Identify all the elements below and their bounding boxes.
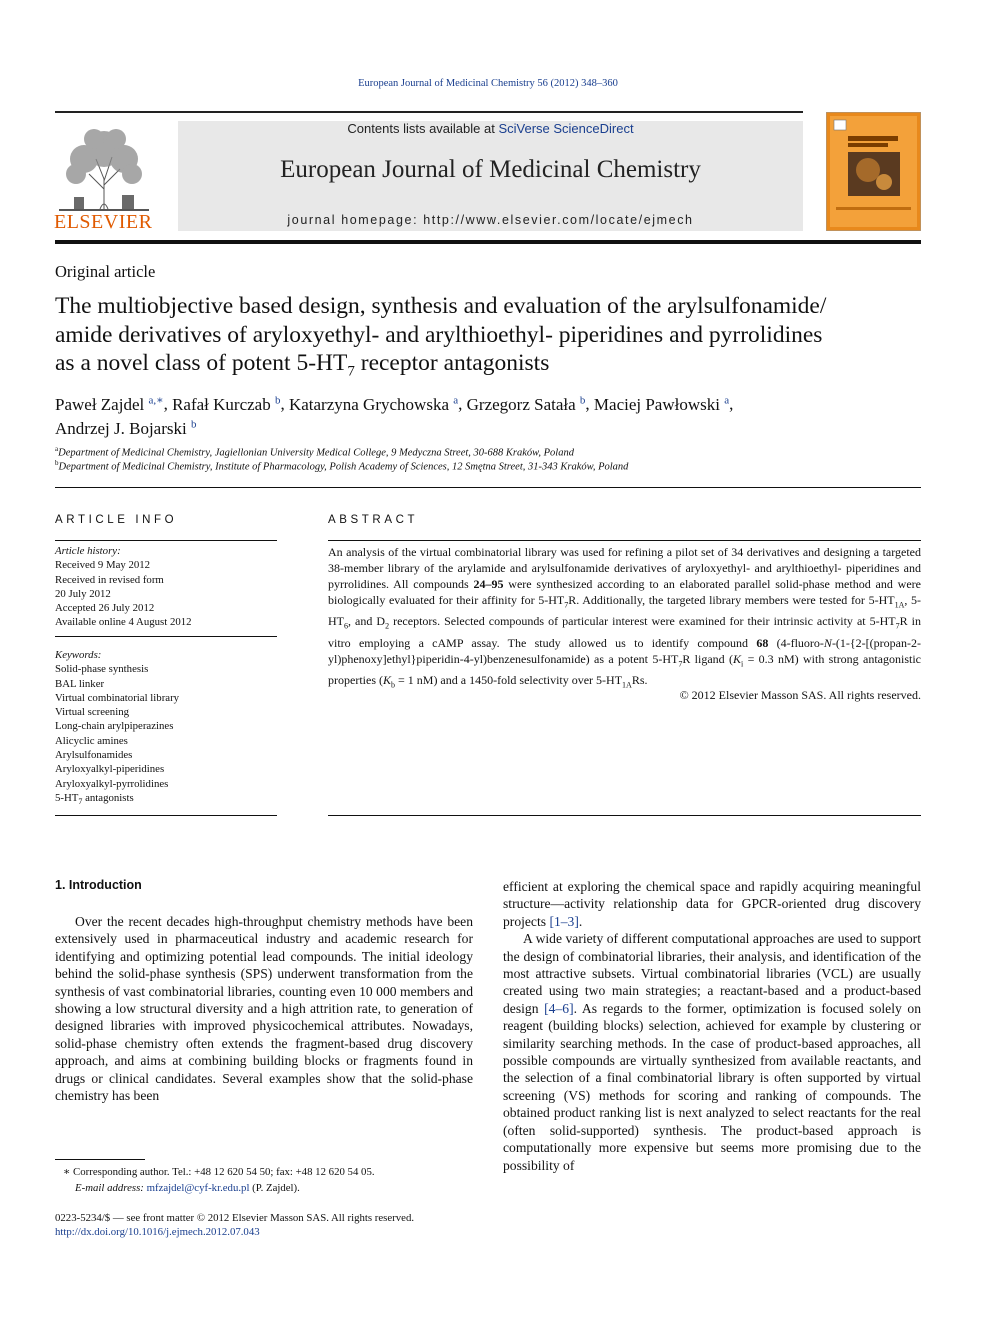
keyword: Aryloxyalkyl-piperidines [55, 763, 165, 776]
author[interactable] [172, 395, 280, 414]
keyword: Aryloxyalkyl-pyrrolidines [55, 777, 169, 790]
footnote-rule [55, 1159, 145, 1160]
email-label: E-mail address: [75, 1182, 147, 1194]
keywords-label: Keywords: [55, 649, 102, 661]
author-affiliation-mark[interactable]: b [274, 394, 281, 406]
history-item: Accepted 26 July 2012 [55, 602, 155, 615]
article-type: Original article [55, 262, 156, 281]
subscript: 2 [385, 621, 390, 631]
abstract-copyright: © 2012 Elsevier Masson SAS. All rights reserved. [679, 688, 921, 702]
abstract-text [328, 544, 921, 694]
history-item: Available online 4 August 2012 [55, 616, 192, 629]
intro-paragraph-1: Over the recent decades high-throughput chemistry methods have been extensively used in pharmaceutical industry and academic research for identifying and optimizing potential lead compounds. The initial ideology behind the solid-phase synthesis (SPS) underwent transformation from the synthesis of vast combinatorial libraries, counting even 10 000 members and showing a low structural diversity and a high attrition rate, to generation of designed libraries with improved physicochemical attributes. Nowadays, solid-phase chemistry often extends the fragment-based drug discovery approach, and aims at combining building blocks or fragments found in drugs or clinical candidates. Several examples show that the solid-phase chemistry has been [55, 914, 473, 1104]
subscript: 1A [894, 600, 905, 610]
email-link[interactable]: mfzajdel@cyf-kr.edu.pl [146, 1182, 250, 1194]
author-list [55, 390, 925, 439]
abstract-part: , and D [348, 614, 386, 629]
paragraph-text: efficient at exploring the chemical space and rapidly acquiring meaningful structure—activity relationship data for GPCR-oriented drug discovery projects [503, 879, 921, 929]
paragraph-text-end: . [578, 913, 583, 929]
paragraph-text: A wide variety of different computational approaches are used to support the design of combinatorial libraries, their analysis, and identification of the most attractive subsets. Virtual combinatorial libraries (VCL) are usually created using two main strategies; a reactant-based and a product-based design [503, 931, 921, 1016]
keyword-text-end: antagonists [82, 791, 134, 804]
keyword: Alicyclic amines [55, 734, 128, 747]
author-affiliation-mark[interactable]: a,∗ [148, 394, 164, 406]
author[interactable] [467, 395, 586, 414]
author-name: Rafał Kurczab [172, 394, 271, 414]
compound-number: 68 [756, 635, 769, 650]
contents-prefix: Contents lists available at [347, 121, 499, 136]
author[interactable] [594, 395, 729, 414]
author[interactable] [55, 395, 164, 414]
affiliation-text: Department of Medicinal Chemistry, Institute of Pharmacology, Polish Academy of Sciences, 12 Smętna Street, 31-343 Kraków, Poland [58, 461, 629, 473]
corresponding-author-note: ∗ Corresponding author. Tel.: +48 12 620 54 50; fax: +48 12 620 54 05. [63, 1166, 375, 1178]
affiliation-a [55, 445, 925, 459]
author-name: Andrzej J. Bojarski [55, 419, 187, 439]
author-separator: , [458, 394, 467, 414]
abstract-part: were synthesized according to an elaborated parallel solid-phase method and were biologically evaluated for their affinity for 5-HT [328, 577, 921, 607]
author-affiliation-mark[interactable]: b [579, 394, 586, 406]
subscript: 7 [895, 621, 900, 631]
history-rule [55, 636, 277, 637]
abstract-part: Rs. [631, 673, 648, 688]
affiliation-b [55, 459, 925, 473]
compound-range: 24–95 [473, 577, 504, 591]
affiliation-mark: a [55, 445, 59, 453]
keyword: Arylsulfonamides [55, 749, 133, 762]
author-name: Katarzyna Grychowska [288, 394, 449, 414]
email-note [55, 1181, 493, 1196]
abstract-part: (4-fluoro- [768, 635, 824, 650]
intro-paragraph-1-cont [503, 878, 921, 930]
subscript: 7 [678, 659, 683, 669]
author[interactable] [289, 395, 458, 414]
title-line-1: The multiobjective based design, synthesis and evaluation of the arylsulfonamide/ [55, 293, 827, 319]
keyword: BAL linker [55, 677, 105, 690]
author-affiliation-mark[interactable]: b [190, 418, 197, 431]
history-label: Article history: [55, 545, 121, 557]
author-name: Grzegorz Satała [466, 394, 576, 414]
paragraph-text-end: . As regards to the former, optimization is focused solely on reagent (building blocks) selection, achieved for example by clustering or similarity searching methods. In the case of product-based approaches, all possible compounds are virtually synthesized from available reactants, and the selection of a final combinatorial library is often supported by virtual screening (VS) methods for scoring and ranking of compounds. The obtained product ranking list is next analyzed to select reactants for the real (often solid-supported) synthesis. The product-based approach is computationally more expensive but seems more promising due to the possibility of [503, 1000, 922, 1173]
title-subscript: 7 [347, 363, 355, 380]
reference-link[interactable]: [1–3] [549, 913, 579, 929]
subscript: 7 [564, 600, 569, 610]
author-affiliation-mark[interactable]: a [453, 394, 459, 406]
subscript: b [391, 680, 395, 690]
abstract-part: An analysis of the virtual combinatorial library was used for refining a pilot set of 34 derivatives and designing a targeted 38-member library of the arylamide and arylsulfonamide derivatives of aryloxyethyl- and arylthioethyl- piperidines and pyrrolidines. All compounds [328, 545, 921, 591]
affiliation-text: Department of Medicinal Chemistry, Jagiellonian University Medical College, 9 Medyczna Street, 30-688 Kraków, Poland [58, 447, 574, 459]
article-info-heading: ARTICLE INFO [55, 514, 178, 526]
history-item: Received 9 May 2012 [55, 559, 151, 572]
keywords-rule [55, 815, 277, 816]
article-history [55, 544, 277, 630]
intro-left-column [55, 913, 473, 1104]
title-line-3-text: as a novel class of potent 5-HT [55, 350, 348, 376]
subscript: 6 [344, 621, 348, 631]
keyword [55, 791, 277, 809]
italic-symbol: K [382, 673, 391, 688]
keyword: Solid-phase synthesis [55, 663, 149, 676]
journal-homepage[interactable]: journal homepage: http://www.elsevier.com/locate/ejmech [287, 213, 694, 227]
abstract-part: receptors. Selected compounds of particular interest were examined for their intrinsic activity at 5-HT [389, 614, 896, 629]
journal-name: European Journal of Medicinal Chemistry [280, 156, 701, 183]
header-rule [55, 111, 803, 113]
abstract-heading: ABSTRACT [328, 514, 419, 526]
author-separator: , [585, 394, 594, 414]
article-title [55, 292, 925, 386]
intro-right-column [503, 878, 921, 1174]
abstract-part: = 0.3 nM) with strong antagonistic properties ( [328, 651, 922, 688]
contents-line [178, 121, 803, 136]
keyword: Virtual screening [55, 706, 130, 719]
keyword: Virtual combinatorial library [55, 691, 180, 704]
issn-line: 0223-5234/$ — see front matter © 2012 Elsevier Masson SAS. All rights reserved. [55, 1212, 415, 1224]
email-suffix: (P. Zajdel). [249, 1182, 300, 1194]
history-item: 20 July 2012 [55, 587, 111, 600]
affiliation-mark: b [55, 459, 59, 467]
title-line-2: amide derivatives of aryloxyethyl- and arylthioethyl- piperidines and pyrrolidines [55, 321, 823, 348]
abstract-part: = 1 nM) and a 1450-fold selectivity over 5-HT [395, 673, 623, 688]
keywords [55, 648, 277, 809]
keyword-text: 5-HT [55, 791, 79, 804]
author-name: Maciej Pawłowski [593, 394, 720, 414]
author-name: Paweł Zajdel [55, 394, 145, 414]
italic-symbol: N [823, 635, 832, 650]
article-info-rule [55, 540, 277, 541]
elsevier-wordmark: ELSEVIER [54, 211, 153, 233]
abstract-rule [328, 540, 921, 541]
journal-cover-image [826, 112, 921, 231]
subscript: 1A [622, 680, 632, 690]
author-separator: , [163, 394, 173, 414]
history-item: Received in revised form [55, 573, 164, 586]
subscript: i [741, 659, 744, 669]
abstract-part: R ligand ( [682, 651, 733, 666]
keyword: Long-chain arylpiperazines [55, 720, 174, 733]
sciencedirect-link[interactable]: SciVerse ScienceDirect [498, 121, 634, 136]
doi-link[interactable]: http://dx.doi.org/10.1016/j.ejmech.2012.07.043 [55, 1226, 260, 1238]
abstract-part: -(1-{2-[(propan-2-yl)phenoxy]ethyl}piperidin-4-yl)benzenesulfonamide) as a potent 5-HT [328, 635, 921, 666]
author-affiliation-mark[interactable]: a [724, 394, 730, 406]
abstract-bottom-rule [328, 815, 921, 816]
author-separator: , [280, 394, 289, 414]
abstract-part: R. Additionally, the targeted library members were tested for 5-HT [568, 593, 895, 607]
title-line-3-end: receptor antagonists [354, 350, 550, 376]
author-separator: , [729, 394, 734, 414]
abstract-part: , 5-HT [328, 593, 921, 629]
reference-link[interactable]: [4–6] [544, 1000, 574, 1016]
abstract-part: R in vitro employing a cAMP assay. The study allowed us to identify compound [328, 614, 922, 650]
title-line-3 [55, 349, 925, 386]
section-heading-introduction: 1. Introduction [55, 878, 142, 892]
intro-paragraph-2 [503, 930, 921, 1174]
affiliation-rule [55, 487, 921, 488]
author[interactable] [55, 419, 196, 438]
header-thick-rule [55, 240, 921, 244]
journal-citation[interactable]: European Journal of Medicinal Chemistry 56 (2012) 348–360 [358, 78, 618, 89]
italic-symbol: K [733, 651, 742, 666]
keyword-subscript: 7 [78, 797, 83, 807]
